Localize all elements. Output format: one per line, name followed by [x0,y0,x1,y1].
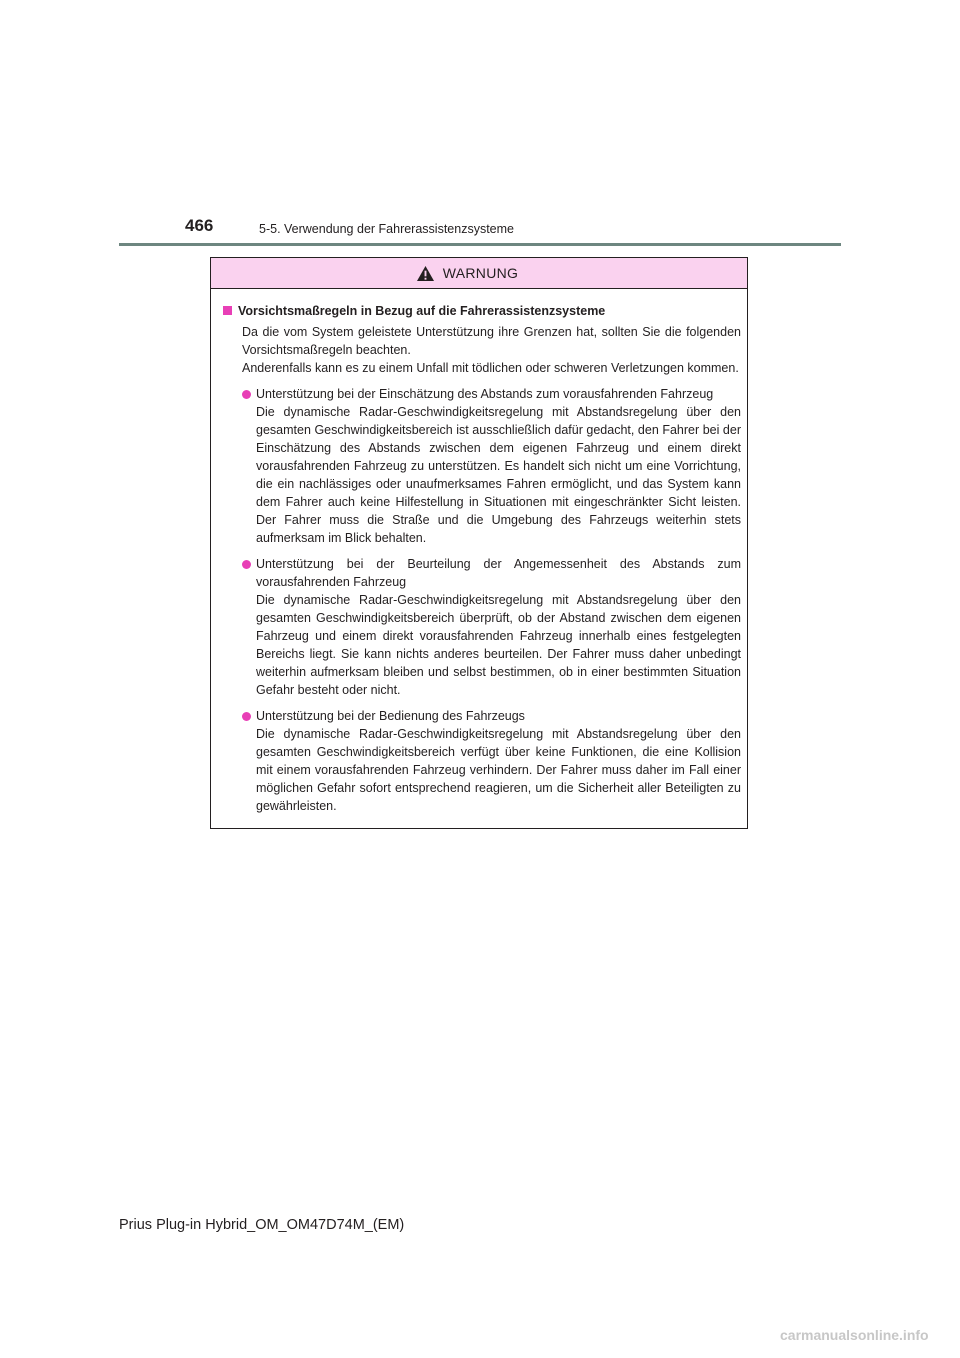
warning-heading: Vorsichtsmaßregeln in Bezug auf die Fahrerassistenzsysteme [238,304,606,318]
header-divider [119,243,841,246]
warning-label: WARNUNG [442,265,519,281]
warning-header [211,258,747,289]
list-item-text: Die dynamische Radar-Geschwindigkeitsregelung mit Abstandsregelung über den gesamten Geschwindigkeitsbereich überprüft, ob der Abstand zwischen dem eigenen Fahrzeug und einem direkt vorausfahrenden Fahrzeug innerhalb eines festgelegten Bereichs liegt. Sie kann nichts anderes beurteilen. Der Fahrer muss daher unbedingt weiterhin aufmerksam bleiben und selbst bestimmen, ob in einer bestimmten Situation Gefahr besteht oder nicht. [256,593,741,697]
warning-triangle-icon [416,265,435,282]
round-bullet-icon [242,560,251,569]
intro-paragraph: Da die vom System geleistete Unterstützung ihre Grenzen hat, sollten Sie die folgenden Vorsichtsmaßregeln beachten. [242,325,741,357]
round-bullet-icon [242,712,251,721]
list-item-text: Die dynamische Radar-Geschwindigkeitsregelung mit Abstandsregelung über den gesamten Geschwindigkeitsbereich verfügt über keine Funktionen, die eine Kollision mit einem vorausfahrenden Fahrzeug verhindern. Der Fahrer muss daher im Fall einer möglichen Gefahr sofort entsprechend reagieren, um die Sicherheit aller Beteiligten zu gewährleisten. [256,727,741,813]
watermark: carmanualsonline.info [780,1327,929,1343]
intro-paragraph: Anderenfalls kann es zu einem Unfall mit tödlichen oder schweren Verletzungen kommen. [242,361,739,375]
footer-document-id: Prius Plug-in Hybrid_OM_OM47D74M_(EM) [119,1217,405,1233]
list-item [242,555,741,699]
warning-body [211,289,747,815]
page-number: 466 [185,216,214,235]
warning-box [210,257,748,829]
list-item-title: Unterstützung bei der Beurteilung der Angemessenheit des Abstands zum vorausfahrenden Fahrzeug [256,557,741,589]
list-item-title: Unterstützung bei der Bedienung des Fahrzeugs [256,709,525,723]
list-item-title: Unterstützung bei der Einschätzung des Abstands zum vorausfahrenden Fahrzeug [256,387,714,401]
square-bullet-icon [223,306,232,315]
round-bullet-icon [242,390,251,399]
warning-heading-row [223,302,741,320]
list-item-text: Die dynamische Radar-Geschwindigkeitsregelung mit Abstandsregelung über den gesamten Geschwindigkeitsbereich ist ausschließlich dafür gedacht, den Fahrer bei der Einschätzung des Abstands zwischen dem eigenen Fahrzeug und einem direkt vorausfahrenden Fahrzeug zu unterstützen. Es handelt sich nicht um eine Vorrichtung, die ein nachlässiges oder unaufmerksames Fahren ermöglicht, und das System kann dem Fahrer auch keine Hilfestellung in Situationen mit eingeschränkter Sicht leisten. Der Fahrer muss die Straße und die Umgebung des Fahrzeugs weiterhin stets aufmerksam im Blick behalten. [256,405,741,545]
list-item [242,707,741,815]
list-item [242,385,741,547]
section-title: 5-5. Verwendung der Fahrerassistenzsysteme [259,222,514,236]
